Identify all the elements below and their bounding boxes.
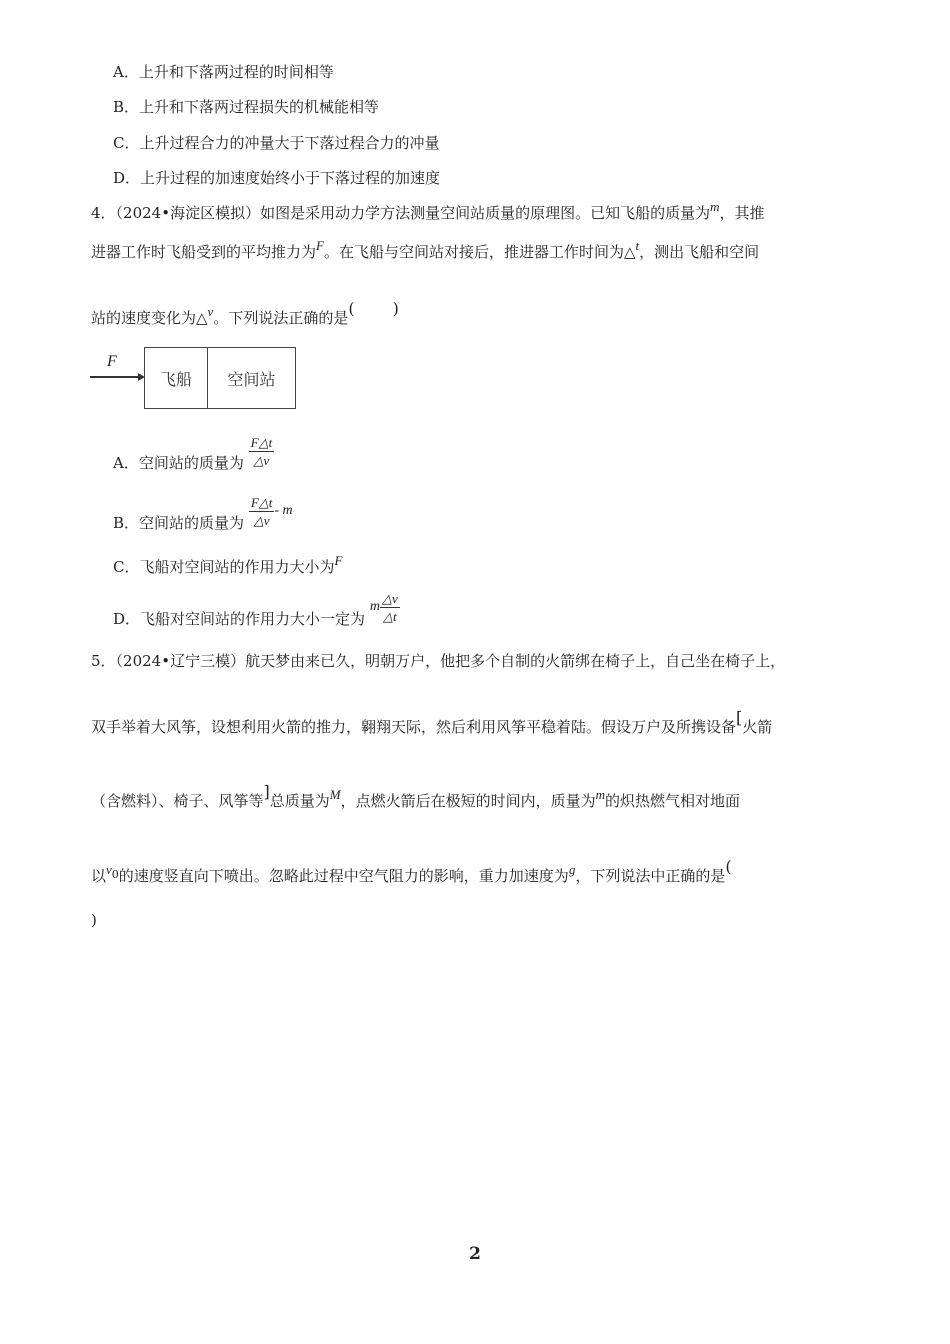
- q4-option-c: C．飞船对空间站的作用力大小为F: [113, 553, 343, 576]
- q3-option-a: A．上升和下落两过程的时间相等: [113, 63, 334, 81]
- q4-line-2: 进器工作时飞船受到的平均推力为F。在飞船与空间站对接后，推进器工作时间为△t，测出飞船和空间: [91, 238, 760, 261]
- space-station-box: 空间站: [207, 347, 296, 409]
- spaceship-box: 飞船: [144, 347, 208, 409]
- q3-option-c: C．上升过程合力的冲量大于下落过程合力的冲量: [113, 134, 440, 152]
- q4-option-d: D．飞船对空间站的作用力大小一定为 m $\frac{\triangle v}{\triangle t}$: [113, 591, 398, 628]
- q5-line-4: 以$v^0$的速度竖直向下喷出。忽略此过程中空气阻力的影响，重力加速度为g，下列说法中正确的是(: [91, 857, 732, 885]
- q5-line-2: 双手举着大风筝，设想利用火箭的推力，翱翔天际，然后利用风筝平稳着陆。假设万户及所携设备[火箭: [91, 708, 773, 736]
- q4-source: （2024•海淀区模拟）: [115, 204, 261, 222]
- q5-line-1: 5．（2024•辽宁三模）航天梦由来已久，明朝万户，他把多个自制的火箭绑在椅子上，自己坐在椅子上，: [91, 652, 786, 670]
- q5-number: 5．: [91, 652, 116, 670]
- q4-number: 4．: [91, 204, 116, 222]
- q4-option-a: A．空间站的质量为 $\frac{F\triangle t}{\triangle v}$: [113, 435, 273, 472]
- force-arrow: [90, 376, 142, 378]
- page-number: 2: [469, 1244, 481, 1264]
- q3-option-d: D．上升过程的加速度始终小于下落过程的加速度: [113, 169, 441, 187]
- q5-source: （2024•辽宁三模）: [115, 652, 246, 670]
- q4-option-b: B．空间站的质量为 $\frac{F\triangle t}{\triangle v}$ - m: [113, 495, 293, 532]
- spacecraft-diagram: [88, 345, 303, 413]
- fraction-f-dt-over-dv: $\frac{F\triangle t}{\triangle v}$: [250, 435, 273, 468]
- force-label: F: [107, 353, 117, 370]
- q5-line-5: ): [91, 911, 97, 929]
- fraction-dv-over-dt: $\frac{\triangle v}{\triangle t}$: [381, 591, 398, 624]
- q5-line-3: （含燃料）、椅子、风筝等]总质量为M，点燃火箭后在极短的时间内，质量为m的炽热燃气相对地面: [91, 782, 741, 810]
- q3-option-b: B．上升和下落两过程损失的机械能相等: [113, 98, 380, 116]
- q4-line-1: 4．（2024•海淀区模拟）如图是采用动力学方法测量空间站质量的原理图。已知飞船的质量为m，其推: [91, 199, 765, 222]
- q4-line-3: 站的速度变化为△v。下列说法正确的是( ): [91, 299, 399, 327]
- fraction-f-dt-over-dv: $\frac{F\triangle t}{\triangle v}$: [250, 495, 273, 528]
